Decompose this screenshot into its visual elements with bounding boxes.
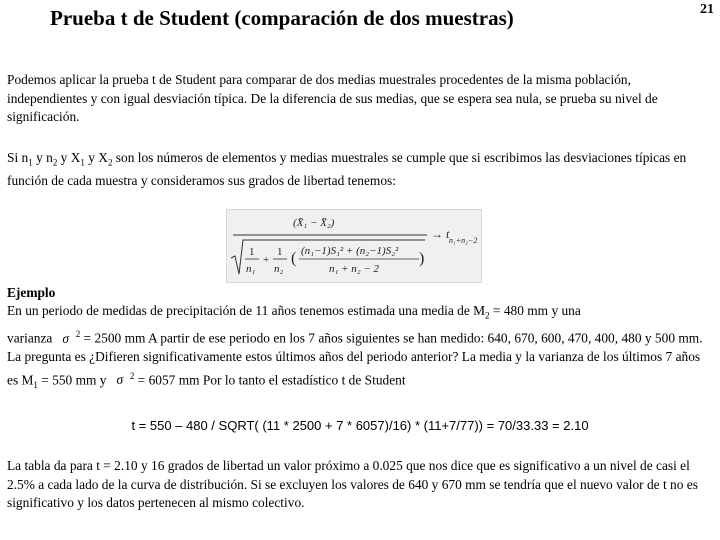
t-statistic-formula bbox=[226, 209, 482, 283]
t-calculation: t = 550 – 480 / SQRT( (11 * 2500 + 7 * 6057)/16) * (11+7/77)) = 70/33.33 = 2.10 bbox=[131, 418, 589, 433]
conclusion-paragraph: La tabla da para t = 2.10 y 16 grados de libertad un valor próximo a 0.025 que nos dice que es significativo a un nivel de casi el 2.5% a cada lado de la curva de distribución. Si se excluyen los valores de 640 y 670 mm se tendría que el nuevo valor de t no es significativo y los datos pertenecen al mismo colectivo. bbox=[7, 458, 698, 511]
page-number: 21 bbox=[700, 2, 714, 17]
intro-paragraph: Podemos aplicar la prueba t de Student para comparar de dos medias muestrales procedentes de la misma población, independientes y con igual desviación típica. De la diferencia de sus medias, que se espera sea nula, se prueba su nivel de significación. bbox=[7, 72, 658, 125]
formula-one-b: 1 bbox=[277, 246, 283, 258]
formula-numerator: (X̄₁ − X̄₂) bbox=[293, 217, 335, 229]
example-heading: Ejemplo bbox=[7, 285, 56, 300]
svg-text:(: ( bbox=[291, 250, 297, 267]
formula-inner-den: n₁ + n₂ − 2 bbox=[329, 263, 379, 275]
sigma-symbol: σ bbox=[62, 330, 69, 346]
definitions-paragraph: Si $n_1$ y $n_2$ y $X_1$ y $X_2$ son los números de elementos y medias muestrales se cumple que si escribimos las desviaciones típicas en función de cada muestra y consideramos sus grados de libertad tenemos: bbox=[7, 150, 687, 189]
sigma-symbol: σ bbox=[116, 372, 124, 388]
formula-one-a: 1 bbox=[249, 246, 255, 258]
svg-text:): ) bbox=[419, 250, 425, 267]
example-paragraph: En un periodo de medidas de precipitación de 11 años tenemos estimada una media de $M_2 = 480$ mm y una varianza σ $^2$ = 2500 mm A partir de ese periodo en los 7 años siguientes se han medido: 640, 670, 600, 470, 400, 480 y 500 mm. La pregunta es ¿Difieren significativamente estos últimos años del periodo anterior? La media y la varianza de los últimos 7 años es $M_1 = 550$ mm y σ $^2$ = 6057 mm Por lo tanto el estadístico t de Student bbox=[7, 303, 703, 391]
formula-result-sub: n₁+n₂−2 bbox=[449, 236, 478, 245]
formula-plus: + bbox=[263, 254, 270, 266]
formula-n1: n₁ bbox=[246, 263, 256, 275]
formula-result: → t bbox=[431, 227, 450, 241]
formula-n2: n₂ bbox=[274, 263, 284, 275]
page-title: Prueba t de Student (comparación de dos muestras) bbox=[50, 6, 514, 30]
formula-inner: (n₁−1)S₁² + (n₂−1)S₂² bbox=[301, 245, 399, 257]
